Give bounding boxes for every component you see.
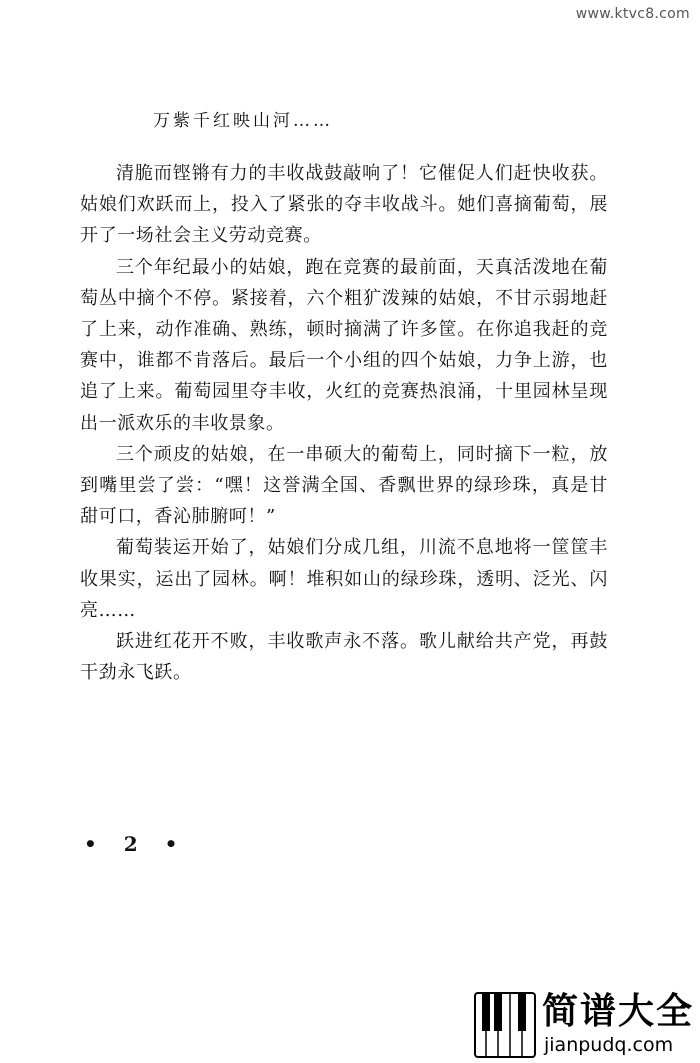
- paragraph-3: 三个顽皮的姑娘，在一串硕大的葡萄上，同时摘下一粒，放到嘴里尝了尝：“嘿！这誉满全国、香飘世界的绿珍珠，真是甘甜可口，香沁肺腑呵！”: [80, 443, 608, 528]
- paragraph-5: 跃进红花开不败，丰收歌声永不落。歌儿献给共产党，再鼓干劲永飞跃。: [80, 631, 608, 684]
- logo-title: 简谱大全: [542, 991, 695, 1032]
- paragraph-1: 清脆而铿锵有力的丰收战鼓敲响了！它催促人们赶快收获。姑娘们欢跃而上，投入了紧张的夺丰收战斗。她们喜摘葡萄，展开了一场社会主义劳动竞赛。: [80, 163, 608, 247]
- logo-url: jianpudq.com: [544, 1034, 674, 1056]
- paragraph-4: 葡萄装运开始了，姑娘们分成几组，川流不息地将一筐筐丰收果实，运出了园林。啊！堆积如山的绿珍珠，透明、泛光、闪亮……: [80, 537, 608, 621]
- piano-keys-icon: [474, 992, 536, 1058]
- paragraph-2: 三个年纪最小的姑娘，跑在竞赛的最前面，天真活泼地在葡萄丛中摘个不停。紧接着，六个粗犷泼辣的姑娘，不甘示弱地赶了上来，动作准确、熟练，顿时摘满了许多筐。在你追我赶的竞赛中，谁都不肯落后。最后一个小组的四个姑娘，力争上游，也追了上来。葡萄园里夺丰收，火红的竞赛热浪涌，十里园林呈现出一派欢乐的丰收景象。: [80, 256, 608, 434]
- page-number: • 2 •: [84, 832, 188, 856]
- top-watermark-url: www.ktvc8.com: [575, 6, 690, 22]
- site-logo: [474, 992, 696, 1060]
- body-text: [80, 158, 608, 688]
- verse-line: 万紫千红映山河……: [153, 111, 333, 131]
